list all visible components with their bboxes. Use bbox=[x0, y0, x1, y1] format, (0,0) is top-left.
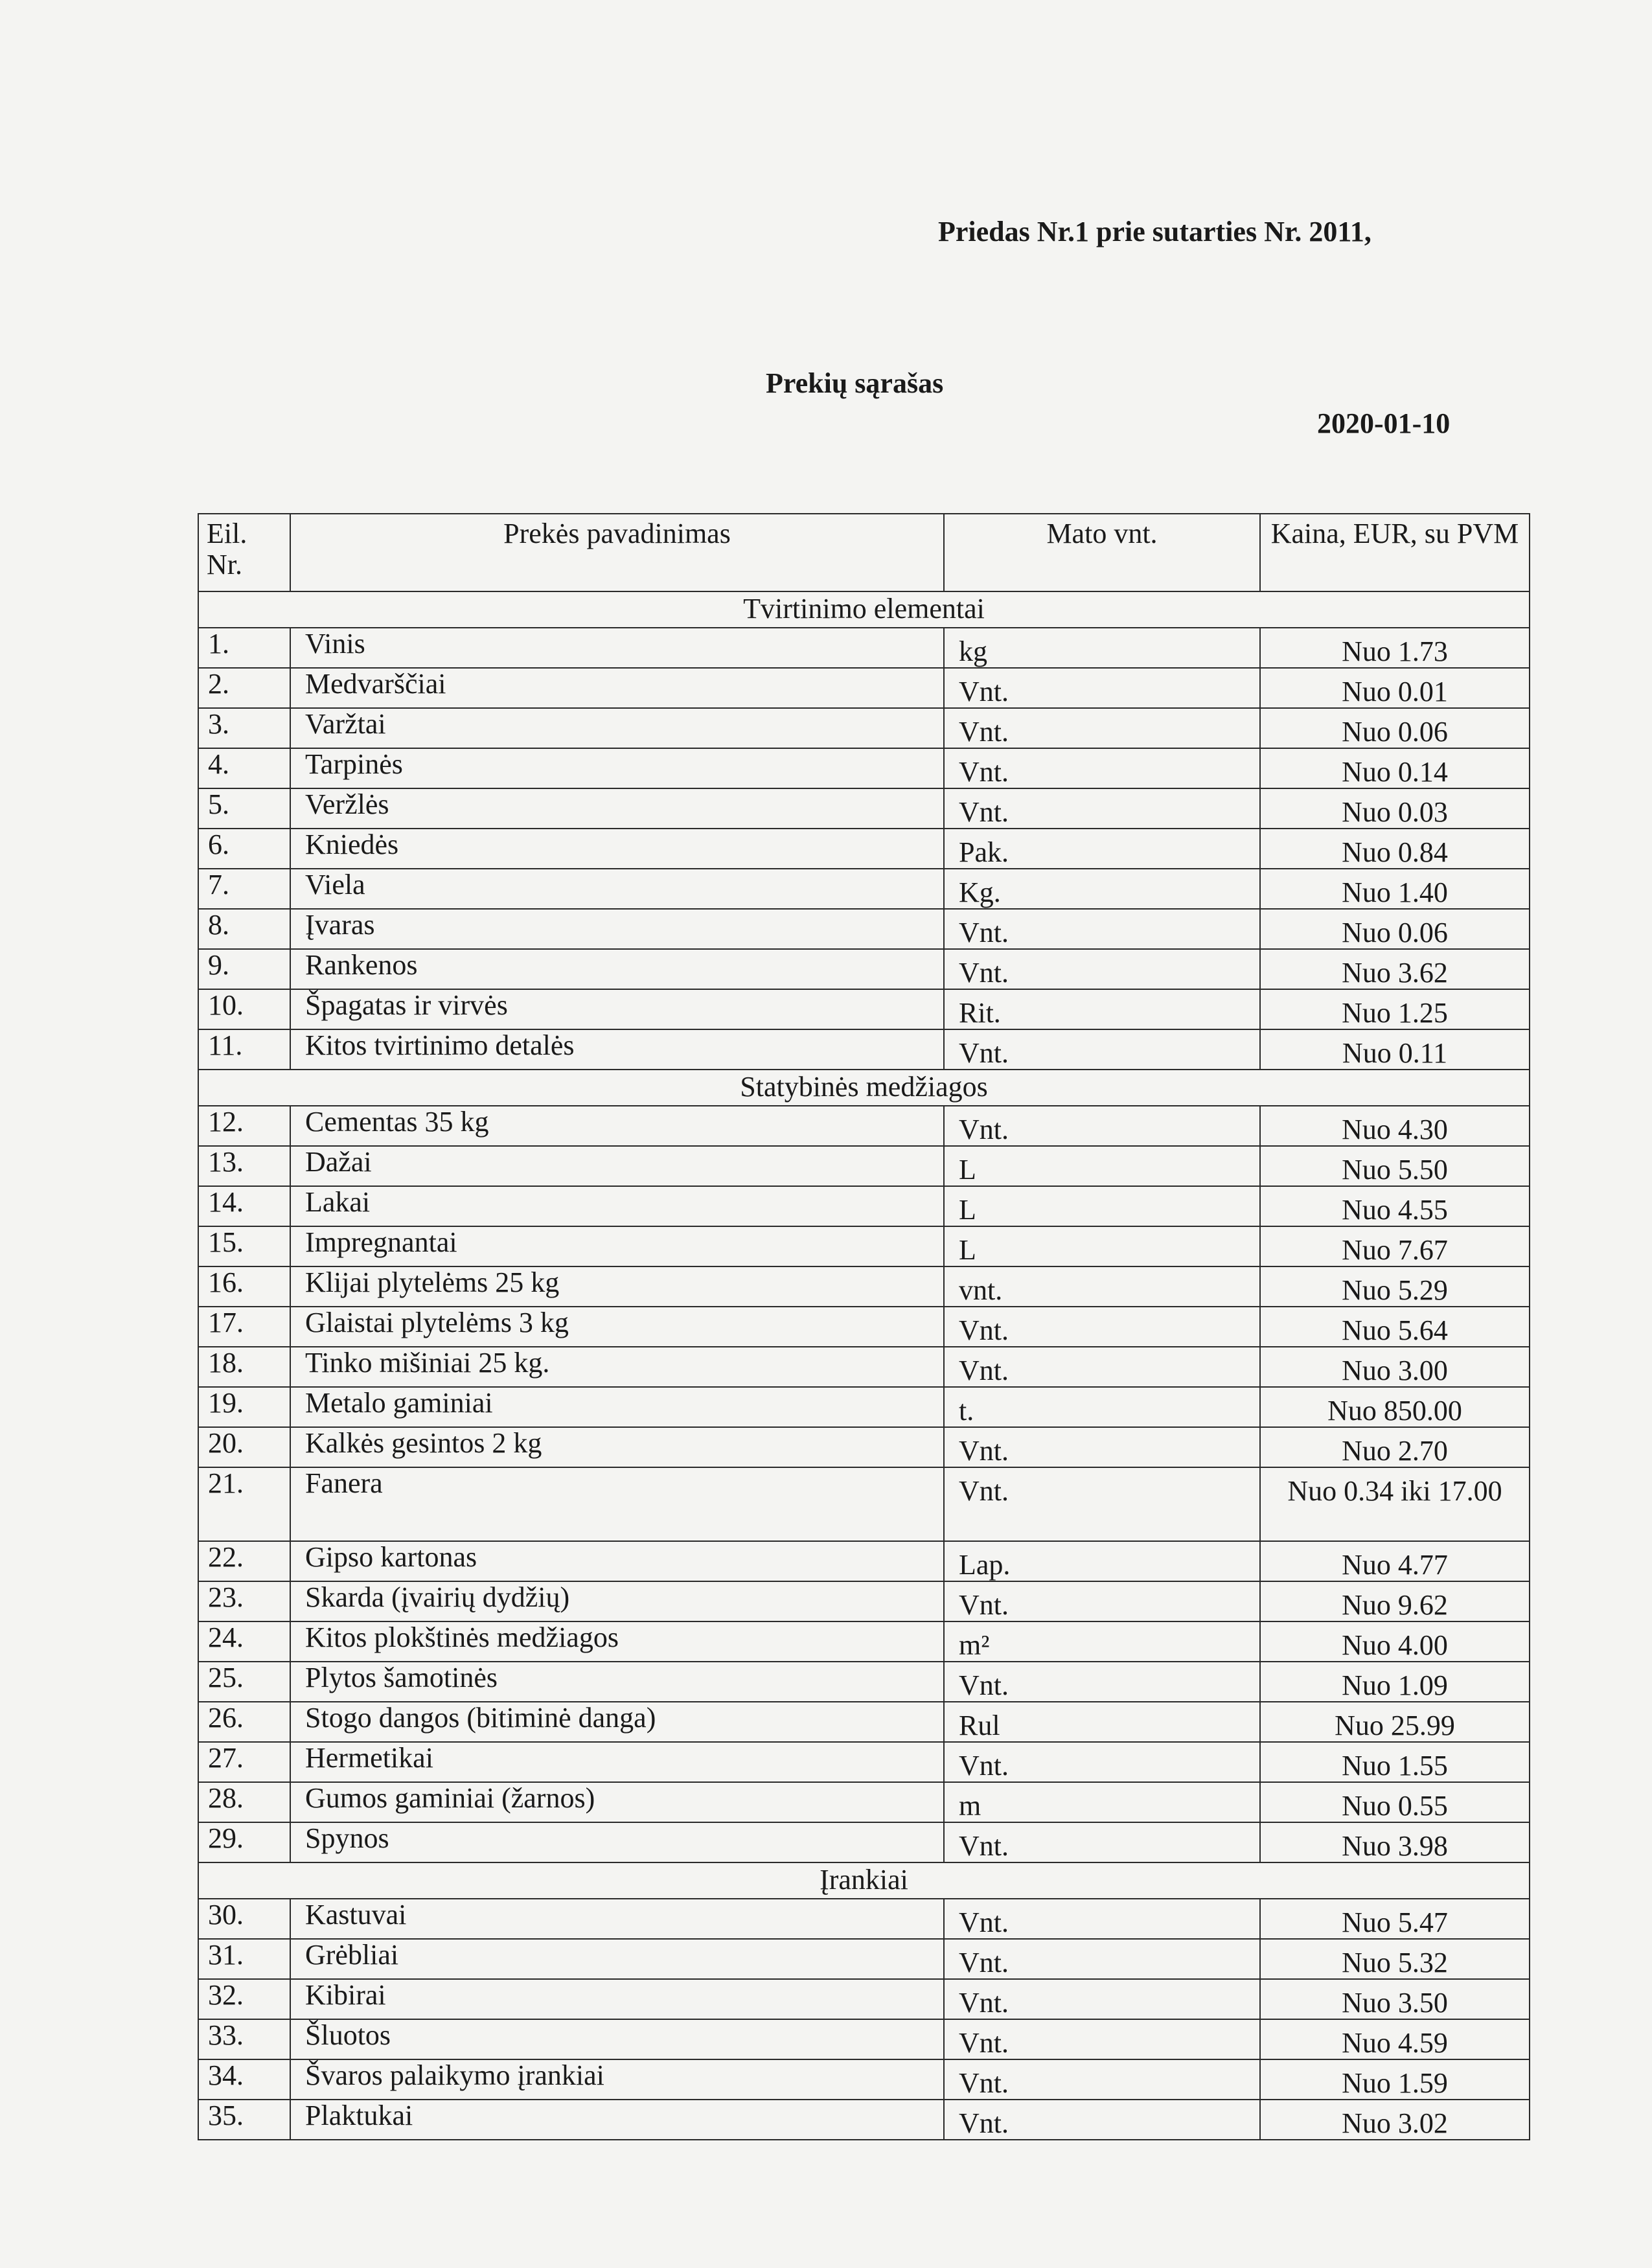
table-body bbox=[198, 591, 1530, 2140]
item-name: Impregnantai bbox=[290, 1226, 944, 1266]
item-name: Kibirai bbox=[290, 1979, 944, 2019]
item-price: Nuo 1.55 bbox=[1260, 1742, 1530, 1782]
item-unit: Vnt. bbox=[944, 2059, 1260, 2100]
item-unit: Lap. bbox=[944, 1541, 1260, 1581]
item-price: Nuo 1.40 bbox=[1260, 869, 1530, 909]
item-number: 3. bbox=[198, 708, 290, 748]
item-name: Tarpinės bbox=[290, 748, 944, 788]
item-unit: L bbox=[944, 1146, 1260, 1186]
item-number: 10. bbox=[198, 989, 290, 1029]
table-row bbox=[198, 1427, 1530, 1467]
table-row bbox=[198, 1621, 1530, 1662]
table-row bbox=[198, 1899, 1530, 1939]
item-unit: Rit. bbox=[944, 989, 1260, 1029]
item-price: Nuo 3.62 bbox=[1260, 949, 1530, 989]
goods-price-table bbox=[198, 513, 1530, 2140]
table-row bbox=[198, 708, 1530, 748]
item-number: 26. bbox=[198, 1702, 290, 1742]
item-unit: Vnt. bbox=[944, 708, 1260, 748]
item-price: Nuo 0.55 bbox=[1260, 1782, 1530, 1822]
annex-reference: Priedas Nr.1 prie sutarties Nr. 2011, bbox=[938, 216, 1371, 247]
item-unit: Vnt. bbox=[944, 1939, 1260, 1979]
item-price: Nuo 0.06 bbox=[1260, 909, 1530, 949]
item-name: Šluotos bbox=[290, 2019, 944, 2059]
item-number: 6. bbox=[198, 829, 290, 869]
table-row bbox=[198, 1467, 1530, 1541]
item-name: Gipso kartonas bbox=[290, 1541, 944, 1581]
table-row bbox=[198, 1541, 1530, 1581]
item-name: Skarda (įvairių dydžių) bbox=[290, 1581, 944, 1621]
item-price: Nuo 3.02 bbox=[1260, 2100, 1530, 2140]
table-row bbox=[198, 1106, 1530, 1146]
table-row bbox=[198, 909, 1530, 949]
item-number: 12. bbox=[198, 1106, 290, 1146]
item-number: 7. bbox=[198, 869, 290, 909]
item-price: Nuo 5.32 bbox=[1260, 1939, 1530, 1979]
item-unit: L bbox=[944, 1186, 1260, 1226]
item-price: Nuo 0.01 bbox=[1260, 668, 1530, 708]
item-number: 8. bbox=[198, 909, 290, 949]
item-number: 28. bbox=[198, 1782, 290, 1822]
item-unit: Vnt. bbox=[944, 1467, 1260, 1541]
table-row bbox=[198, 1782, 1530, 1822]
item-name: Tinko mišiniai 25 kg. bbox=[290, 1347, 944, 1387]
item-name: Kniedės bbox=[290, 829, 944, 869]
item-unit: Vnt. bbox=[944, 1427, 1260, 1467]
document-date: 2020-01-10 bbox=[1317, 407, 1451, 439]
item-number: 34. bbox=[198, 2059, 290, 2100]
item-price: Nuo 0.11 bbox=[1260, 1029, 1530, 1070]
table-row bbox=[198, 1662, 1530, 1702]
item-price: Nuo 0.14 bbox=[1260, 748, 1530, 788]
item-name: Rankenos bbox=[290, 949, 944, 989]
item-unit: Kg. bbox=[944, 869, 1260, 909]
item-price: Nuo 1.25 bbox=[1260, 989, 1530, 1029]
item-price: Nuo 850.00 bbox=[1260, 1387, 1530, 1427]
item-unit: Vnt. bbox=[944, 1106, 1260, 1146]
item-unit: m bbox=[944, 1782, 1260, 1822]
item-price: Nuo 0.34 iki 17.00 bbox=[1260, 1467, 1530, 1541]
item-name: Dažai bbox=[290, 1146, 944, 1186]
item-number: 18. bbox=[198, 1347, 290, 1387]
item-name: Kastuvai bbox=[290, 1899, 944, 1939]
item-number: 11. bbox=[198, 1029, 290, 1070]
item-price: Nuo 5.50 bbox=[1260, 1146, 1530, 1186]
table-row bbox=[198, 1307, 1530, 1347]
item-price: Nuo 3.00 bbox=[1260, 1347, 1530, 1387]
table-row bbox=[198, 1266, 1530, 1307]
item-name: Veržlės bbox=[290, 788, 944, 829]
item-number: 21. bbox=[198, 1467, 290, 1541]
item-unit: Vnt. bbox=[944, 1742, 1260, 1782]
table-row bbox=[198, 788, 1530, 829]
section-row bbox=[198, 1070, 1530, 1106]
item-unit: Rul bbox=[944, 1702, 1260, 1742]
item-number: 20. bbox=[198, 1427, 290, 1467]
document-title: Prekių sąrašas bbox=[766, 367, 944, 399]
item-number: 4. bbox=[198, 748, 290, 788]
item-price: Nuo 1.59 bbox=[1260, 2059, 1530, 2100]
section-title: Tvirtinimo elementai bbox=[198, 591, 1530, 628]
table-row bbox=[198, 1226, 1530, 1266]
item-price: Nuo 0.06 bbox=[1260, 708, 1530, 748]
item-unit: t. bbox=[944, 1387, 1260, 1427]
item-price: Nuo 4.59 bbox=[1260, 2019, 1530, 2059]
table-row bbox=[198, 1186, 1530, 1226]
item-name: Špagatas ir virvės bbox=[290, 989, 944, 1029]
item-price: Nuo 4.77 bbox=[1260, 1541, 1530, 1581]
table-header-row bbox=[198, 514, 1530, 591]
item-unit: Vnt. bbox=[944, 748, 1260, 788]
item-number: 1. bbox=[198, 628, 290, 668]
item-price: Nuo 4.55 bbox=[1260, 1186, 1530, 1226]
item-price: Nuo 3.98 bbox=[1260, 1822, 1530, 1862]
item-name: Stogo dangos (bitiminė danga) bbox=[290, 1702, 944, 1742]
item-name: Varžtai bbox=[290, 708, 944, 748]
item-price: Nuo 0.84 bbox=[1260, 829, 1530, 869]
table-row bbox=[198, 1029, 1530, 1070]
item-number: 19. bbox=[198, 1387, 290, 1427]
item-name: Kitos plokštinės medžiagos bbox=[290, 1621, 944, 1662]
item-name: Švaros palaikymo įrankiai bbox=[290, 2059, 944, 2100]
item-name: Cementas 35 kg bbox=[290, 1106, 944, 1146]
item-unit: Vnt. bbox=[944, 788, 1260, 829]
item-number: 27. bbox=[198, 1742, 290, 1782]
table-row bbox=[198, 829, 1530, 869]
table-row bbox=[198, 949, 1530, 989]
item-price: Nuo 25.99 bbox=[1260, 1702, 1530, 1742]
table-row bbox=[198, 748, 1530, 788]
section-title: Įrankiai bbox=[198, 1862, 1530, 1899]
item-unit: Vnt. bbox=[944, 949, 1260, 989]
item-unit: Vnt. bbox=[944, 1899, 1260, 1939]
item-number: 2. bbox=[198, 668, 290, 708]
item-price: Nuo 3.50 bbox=[1260, 1979, 1530, 2019]
table-row bbox=[198, 2059, 1530, 2100]
item-number: 22. bbox=[198, 1541, 290, 1581]
item-number: 15. bbox=[198, 1226, 290, 1266]
item-unit: Vnt. bbox=[944, 2019, 1260, 2059]
item-unit: L bbox=[944, 1226, 1260, 1266]
item-price: Nuo 1.09 bbox=[1260, 1662, 1530, 1702]
table-row bbox=[198, 668, 1530, 708]
item-number: 25. bbox=[198, 1662, 290, 1702]
item-name: Vinis bbox=[290, 628, 944, 668]
item-number: 5. bbox=[198, 788, 290, 829]
item-price: Nuo 0.03 bbox=[1260, 788, 1530, 829]
item-number: 33. bbox=[198, 2019, 290, 2059]
item-price: Nuo 9.62 bbox=[1260, 1581, 1530, 1621]
item-number: 30. bbox=[198, 1899, 290, 1939]
table-row bbox=[198, 989, 1530, 1029]
item-unit: Vnt. bbox=[944, 668, 1260, 708]
item-price: Nuo 5.29 bbox=[1260, 1266, 1530, 1307]
item-name: Gumos gaminiai (žarnos) bbox=[290, 1782, 944, 1822]
table-row bbox=[198, 1979, 1530, 2019]
item-price: Nuo 7.67 bbox=[1260, 1226, 1530, 1266]
item-unit: Vnt. bbox=[944, 1662, 1260, 1702]
item-number: 9. bbox=[198, 949, 290, 989]
item-name: Kalkės gesintos 2 kg bbox=[290, 1427, 944, 1467]
item-number: 16. bbox=[198, 1266, 290, 1307]
item-name: Plaktukai bbox=[290, 2100, 944, 2140]
section-row bbox=[198, 1862, 1530, 1899]
item-unit: vnt. bbox=[944, 1266, 1260, 1307]
table-row bbox=[198, 1939, 1530, 1979]
table-row bbox=[198, 869, 1530, 909]
item-number: 35. bbox=[198, 2100, 290, 2140]
item-unit: Vnt. bbox=[944, 1581, 1260, 1621]
column-header-name: Prekės pavadinimas bbox=[290, 514, 944, 591]
section-title: Statybinės medžiagos bbox=[198, 1070, 1530, 1106]
item-unit: Vnt. bbox=[944, 2100, 1260, 2140]
table-row bbox=[198, 628, 1530, 668]
item-name: Grėbliai bbox=[290, 1939, 944, 1979]
item-unit: Vnt. bbox=[944, 1347, 1260, 1387]
table-row bbox=[198, 1347, 1530, 1387]
item-number: 23. bbox=[198, 1581, 290, 1621]
item-number: 32. bbox=[198, 1979, 290, 2019]
item-name: Hermetikai bbox=[290, 1742, 944, 1782]
item-name: Kitos tvirtinimo detalės bbox=[290, 1029, 944, 1070]
item-name: Metalo gaminiai bbox=[290, 1387, 944, 1427]
item-price: Nuo 4.30 bbox=[1260, 1106, 1530, 1146]
table-row bbox=[198, 1581, 1530, 1621]
item-price: Nuo 4.00 bbox=[1260, 1621, 1530, 1662]
table-row bbox=[198, 1822, 1530, 1862]
column-header-number: Eil. Nr. bbox=[198, 514, 290, 591]
item-unit: kg bbox=[944, 628, 1260, 668]
item-name: Viela bbox=[290, 869, 944, 909]
table-row bbox=[198, 1702, 1530, 1742]
item-name: Fanera bbox=[290, 1467, 944, 1541]
item-number: 29. bbox=[198, 1822, 290, 1862]
item-unit: Vnt. bbox=[944, 1822, 1260, 1862]
item-price: Nuo 1.73 bbox=[1260, 628, 1530, 668]
item-price: Nuo 5.64 bbox=[1260, 1307, 1530, 1347]
table-row bbox=[198, 2019, 1530, 2059]
item-price: Nuo 2.70 bbox=[1260, 1427, 1530, 1467]
item-unit: Vnt. bbox=[944, 1029, 1260, 1070]
item-unit: Vnt. bbox=[944, 909, 1260, 949]
item-number: 17. bbox=[198, 1307, 290, 1347]
column-header-price: Kaina, EUR, su PVM bbox=[1260, 514, 1530, 591]
item-unit: Vnt. bbox=[944, 1307, 1260, 1347]
table-row bbox=[198, 1146, 1530, 1186]
column-header-unit: Mato vnt. bbox=[944, 514, 1260, 591]
item-name: Medvarščiai bbox=[290, 668, 944, 708]
item-unit: Vnt. bbox=[944, 1979, 1260, 2019]
item-price: Nuo 5.47 bbox=[1260, 1899, 1530, 1939]
section-row bbox=[198, 591, 1530, 628]
item-name: Glaistai plytelėms 3 kg bbox=[290, 1307, 944, 1347]
item-unit: Pak. bbox=[944, 829, 1260, 869]
item-name: Įvaras bbox=[290, 909, 944, 949]
item-number: 14. bbox=[198, 1186, 290, 1226]
item-name: Lakai bbox=[290, 1186, 944, 1226]
item-unit: m² bbox=[944, 1621, 1260, 1662]
item-number: 31. bbox=[198, 1939, 290, 1979]
item-number: 13. bbox=[198, 1146, 290, 1186]
item-number: 24. bbox=[198, 1621, 290, 1662]
table-row bbox=[198, 1742, 1530, 1782]
item-name: Plytos šamotinės bbox=[290, 1662, 944, 1702]
table-row bbox=[198, 2100, 1530, 2140]
item-name: Klijai plytelėms 25 kg bbox=[290, 1266, 944, 1307]
table-row bbox=[198, 1387, 1530, 1427]
item-name: Spynos bbox=[290, 1822, 944, 1862]
